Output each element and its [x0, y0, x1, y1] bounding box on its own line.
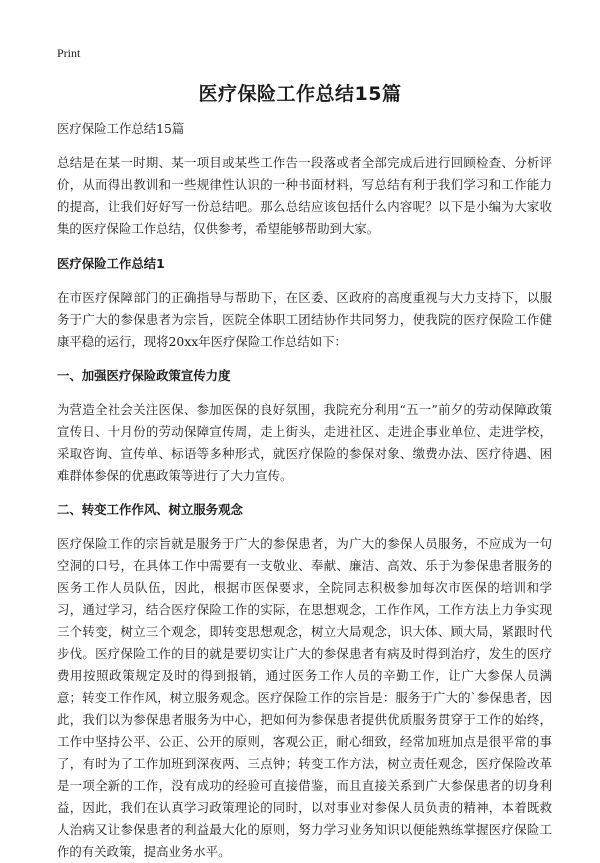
point-2-paragraph: 医疗保险工作的宗旨就是服务于广大的参保患者，为广大的参保人员服务，不应成为一句空洞的口号，在具体工作中需要有一支敬业、奉献、廉洁、高效、乐于为参保患者服务的医务工作人员队伍，因此，根据市医保要求，全院同志积极参加每次市医保的培训和学习，通过学习，结合医疗保险工作的实际，在思想观念，工作作风，工作方法上力争实现三个转变，树立三个观念，即转变思想观念，树立大局观念，识大体、顾大局，紧跟时代步伐。医疗保险工作的目的就是要切实让广大的参保患者有病及时得到治疗，发生的医疗费用按照政策规定及时的得到报销，通过医务工作人员的辛勤工作，让广大参保人员满意；转变工作作风，树立服务观念。医疗保险工作的宗旨是：服务于广大的`参保患者，因此，我们以为参保患者服务为中心，把如何为参保患者提供优质服务贯穿于工作的始终，工作中坚持公平、公正、公开的原则，客观公正，耐心细致，经常加班加点是很平常的事了，有时为了工作加班到深夜两、三点钟；转变工作方法，树立责任观念，医疗保险改革是一项全新的工作，没有成功的经验可直接借鉴，而且直接关系到广大参保患者的切身利益，因此，我们在认真学习政策理论的同时，以对事业对参保人员负责的精神，本着既救人治病又让参保患者的利益最大化的原则，努力学习业务知识以便能熟练掌握医疗保险工作的有关政策，提高业务水平。 [57, 536, 552, 859]
section-intro-paragraph: 在市医疗保障部门的正确指导与帮助下，在区委、区政府的高度重视与大力支持下，以服务于广大的参保患者为宗旨，医院全体职工团结协作共同努力，使我院的医疗保险工作健康平稳的运行，现将20xx年医疗保险工作总结如下： [57, 290, 552, 349]
print-link[interactable]: Print [57, 46, 81, 60]
page-title: 医疗保险工作总结15篇 [198, 83, 402, 105]
section-heading: 医疗保险工作总结1 [57, 256, 165, 271]
document-body [57, 118, 552, 863]
point-1-heading: 一、加强医疗保险政策宣传力度 [57, 368, 231, 383]
intro-paragraph: 总结是在某一时期、某一项目或某些工作告一段落或者全部完成后进行回顾检查、分析评价，从而得出教训和一些规律性认识的一种书面材料，写总结有利于我们学习和工作能力的提高，让我们好好写一份总结吧。那么总结应该包括什么内容呢？以下是小编为大家收集的医疗保险工作总结，仅供参考，希望能够帮助到大家。 [57, 155, 552, 236]
point-2-heading: 二、转变工作作风、树立服务观念 [57, 502, 243, 517]
point-1-paragraph: 为营造全社会关注医保、参加医保的良好氛围，我院充分利用“五一”前夕的劳动保障政策宣传日、十月份的劳动保障宣传周，走上街头，走进社区、走进企事业单位、走进学校，采取咨询、宣传单、标语等多种形式，就医疗保险的参保对象、缴费办法、医疗待遇、困难群体参保的优惠政策等进行了大力宣传。 [57, 402, 552, 483]
document-subtitle: 医疗保险工作总结15篇 [57, 121, 185, 136]
